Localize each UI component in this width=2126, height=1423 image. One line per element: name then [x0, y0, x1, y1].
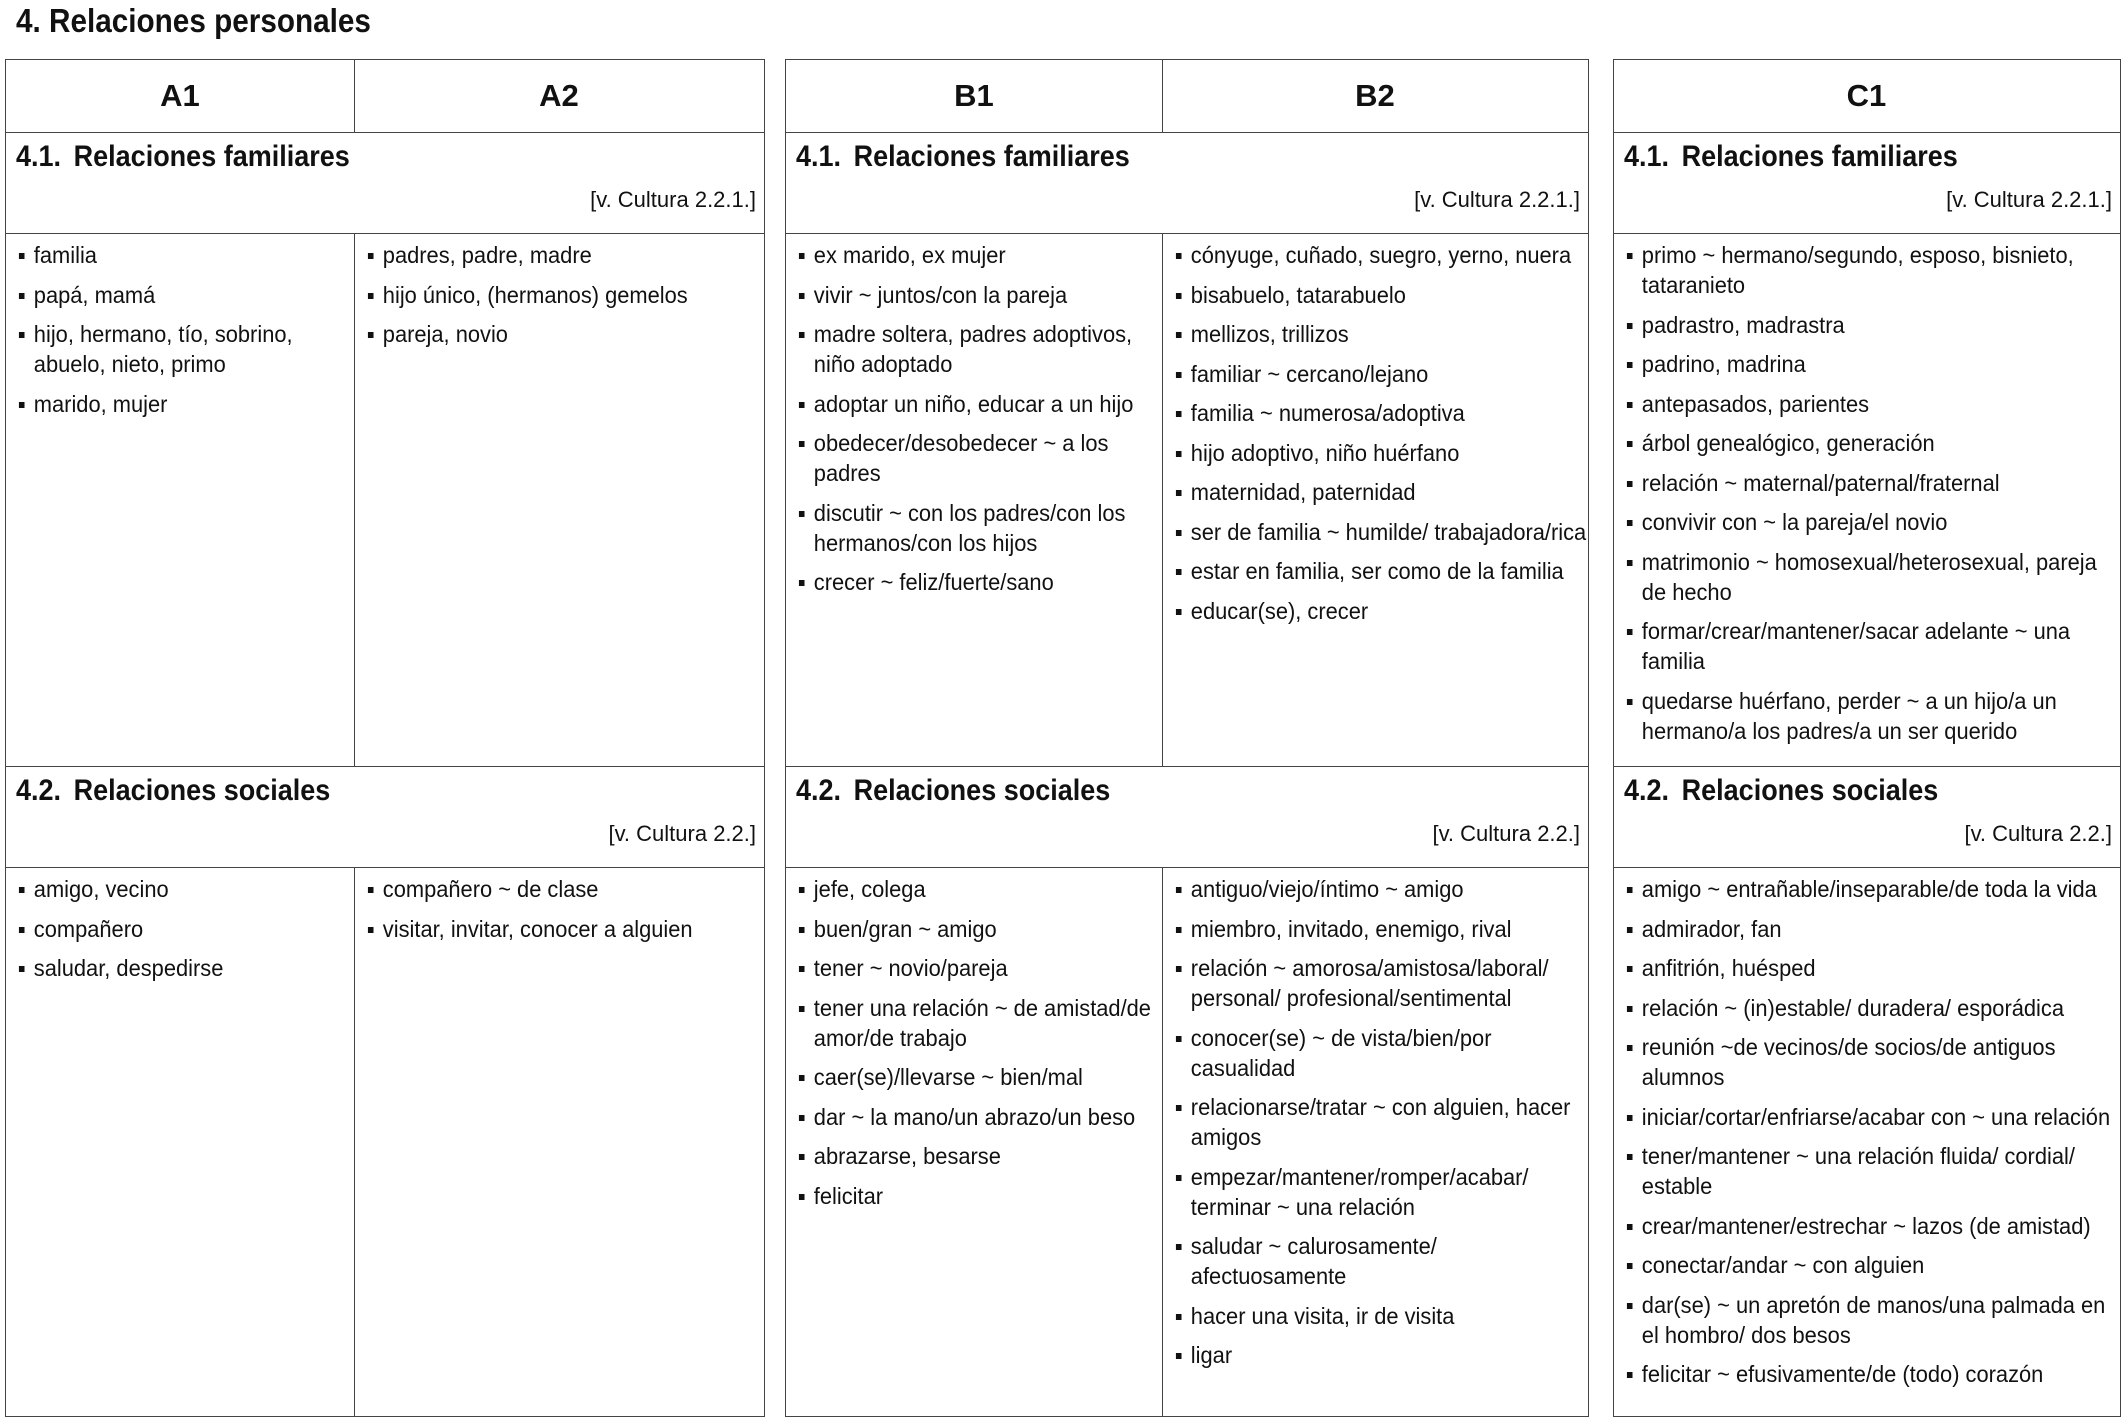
- vocab-item: reunión ~de vecinos/de socios/de antiguos alumnos: [1626, 1032, 2119, 1092]
- level-label-b1: B1: [954, 78, 994, 113]
- section-title-text: Relaciones familiares: [853, 140, 1130, 173]
- vocab-item: vivir ~ juntos/con la pareja: [798, 280, 1162, 310]
- level-panel-b1-b2: [785, 59, 1589, 1417]
- section-number: 4.2.: [1624, 774, 1670, 807]
- cultura-reference: [v. Cultura 2.2.1.]: [1414, 187, 1580, 212]
- vocab-item: abrazarse, besarse: [798, 1141, 1162, 1171]
- vocab-item: amigo ~ entrañable/inseparable/de toda la vida: [1626, 874, 2119, 904]
- vocab-item: hijo único, (hermanos) gemelos: [367, 280, 763, 310]
- vocab-item: matrimonio ~ homosexual/heterosexual, pareja de hecho: [1626, 547, 2119, 607]
- section-title: [796, 774, 1110, 808]
- section-number: 4.1.: [16, 140, 62, 173]
- vocab-list: [1626, 874, 2113, 1389]
- vocab-item: tener ~ novio/pareja: [798, 953, 1162, 983]
- vocab-list: [798, 874, 1156, 1211]
- vocab-item: hijo, hermano, tío, sobrino, abuelo, nieto, primo: [18, 319, 354, 379]
- vocab-item: convivir con ~ la pareja/el novio: [1626, 507, 2119, 537]
- vocab-item: buen/gran ~ amigo: [798, 914, 1162, 944]
- vocab-item: antiguo/viejo/íntimo ~ amigo: [1175, 874, 1587, 904]
- vocab-column-a1: [6, 234, 354, 766]
- cultura-reference: [v. Cultura 2.2.]: [608, 821, 756, 846]
- section-header: [6, 132, 764, 234]
- vocab-list: [18, 874, 348, 983]
- section-title-text: Relaciones familiares: [73, 140, 350, 173]
- vocab-item: relación ~ maternal/paternal/fraternal: [1626, 468, 2119, 498]
- vocab-column-a1: [6, 868, 354, 1416]
- vocab-item: antepasados, parientes: [1626, 389, 2119, 419]
- vocab-item: cónyuge, cuñado, suegro, yerno, nuera: [1175, 240, 1587, 270]
- section-columns: [786, 234, 1588, 767]
- section-header: [1614, 766, 2120, 868]
- level-label-a1: A1: [160, 78, 200, 113]
- vocab-item: crear/mantener/estrechar ~ lazos (de amistad): [1626, 1211, 2119, 1241]
- section-header: [6, 766, 764, 868]
- vocab-item: conocer(se) ~ de vista/bien/por casualidad: [1175, 1023, 1587, 1083]
- section-columns: [1614, 234, 2120, 767]
- vocab-item: iniciar/cortar/enfriarse/acabar con ~ una relación: [1626, 1102, 2119, 1132]
- vocab-item: pareja, novio: [367, 319, 763, 349]
- vocab-item: jefe, colega: [798, 874, 1162, 904]
- vocab-list: [1626, 240, 2113, 746]
- vocab-list: [1175, 240, 1587, 626]
- vocab-item: relacionarse/tratar ~ con alguien, hacer amigos: [1175, 1092, 1587, 1152]
- vocab-column-b2: [1162, 234, 1587, 766]
- vocab-item: admirador, fan: [1626, 914, 2119, 944]
- section-number: 4.1.: [796, 140, 842, 173]
- vocab-item: padres, padre, madre: [367, 240, 763, 270]
- vocab-list: [367, 874, 757, 944]
- vocab-item: familiar ~ cercano/lejano: [1175, 359, 1587, 389]
- vocab-item: maternidad, paternidad: [1175, 477, 1587, 507]
- vocab-item: anfitrión, huésped: [1626, 953, 2119, 983]
- vocab-item: crecer ~ feliz/fuerte/sano: [798, 567, 1162, 597]
- vocab-item: mellizos, trillizos: [1175, 319, 1587, 349]
- vocab-item: compañero ~ de clase: [367, 874, 763, 904]
- vocab-item: felicitar ~ efusivamente/de (todo) corazón: [1626, 1359, 2119, 1389]
- section-header: [786, 766, 1588, 868]
- vocab-item: conectar/andar ~ con alguien: [1626, 1250, 2119, 1280]
- cultura-reference: [v. Cultura 2.2.1.]: [1946, 187, 2112, 212]
- vocab-item: visitar, invitar, conocer a alguien: [367, 914, 763, 944]
- section-title: [16, 774, 330, 808]
- vocab-item: amigo, vecino: [18, 874, 354, 904]
- section-number: 4.1.: [1624, 140, 1670, 173]
- section-title: [1624, 774, 1938, 808]
- vocab-item: empezar/mantener/romper/acabar/ terminar ~ una relación: [1175, 1162, 1587, 1222]
- vocab-item: familia ~ numerosa/adoptiva: [1175, 398, 1587, 428]
- section-columns: [6, 868, 764, 1416]
- vocab-column-a2: [354, 234, 763, 766]
- vocab-item: discutir ~ con los padres/con los hermanos/con los hijos: [798, 498, 1162, 558]
- vocab-item: quedarse huérfano, perder ~ a un hijo/a un hermano/a los padres/a un ser querido: [1626, 686, 2119, 746]
- vocab-item: saludar ~ calurosamente/ afectuosamente: [1175, 1231, 1587, 1291]
- level-label-b2: B2: [1162, 60, 1587, 132]
- cultura-reference: [v. Cultura 2.2.]: [1964, 821, 2112, 846]
- section-columns: [786, 868, 1588, 1416]
- vocab-item: hacer una visita, ir de visita: [1175, 1301, 1587, 1331]
- level-label-a2: A2: [354, 60, 763, 132]
- vocab-item: educar(se), crecer: [1175, 596, 1587, 626]
- vocab-item: ligar: [1175, 1340, 1587, 1370]
- vocab-item: miembro, invitado, enemigo, rival: [1175, 914, 1587, 944]
- cultura-reference: [v. Cultura 2.2.]: [1432, 821, 1580, 846]
- section-header: [786, 132, 1588, 234]
- vocab-item: caer(se)/llevarse ~ bien/mal: [798, 1062, 1162, 1092]
- vocab-item: estar en familia, ser como de la familia: [1175, 556, 1587, 586]
- section-number: 4.2.: [796, 774, 842, 807]
- vocab-item: familia: [18, 240, 354, 270]
- page-title: 4. Relaciones personales: [16, 2, 371, 39]
- vocab-item: papá, mamá: [18, 280, 354, 310]
- vocab-item: felicitar: [798, 1181, 1162, 1211]
- vocab-item: adoptar un niño, educar a un hijo: [798, 389, 1162, 419]
- vocab-item: tener/mantener ~ una relación fluida/ cordial/ estable: [1626, 1141, 2119, 1201]
- level-panel-a1-a2: [5, 59, 765, 1417]
- vocab-item: padrastro, madrastra: [1626, 310, 2119, 340]
- section-title: [796, 140, 1130, 174]
- section-title-text: Relaciones sociales: [853, 774, 1111, 807]
- vocab-item: hijo adoptivo, niño huérfano: [1175, 438, 1587, 468]
- vocab-item: marido, mujer: [18, 389, 354, 419]
- section-title-text: Relaciones familiares: [1681, 140, 1958, 173]
- vocab-item: dar(se) ~ un apretón de manos/una palmada en el hombro/ dos besos: [1626, 1290, 2119, 1350]
- vocab-item: dar ~ la mano/un abrazo/un beso: [798, 1102, 1162, 1132]
- vocab-column-a2: [354, 868, 763, 1416]
- vocab-item: formar/crear/mantener/sacar adelante ~ una familia: [1626, 616, 2119, 676]
- vocab-item: relación ~ amorosa/amistosa/laboral/ personal/ profesional/sentimental: [1175, 953, 1587, 1013]
- vocab-item: padrino, madrina: [1626, 349, 2119, 379]
- section-number: 4.2.: [16, 774, 62, 807]
- level-header-row: [786, 60, 1588, 133]
- vocab-item: bisabuelo, tatarabuelo: [1175, 280, 1587, 310]
- vocab-item: madre soltera, padres adoptivos, niño adoptado: [798, 319, 1162, 379]
- level-header-row: [1614, 60, 2120, 133]
- vocab-column-b1: [786, 234, 1162, 766]
- vocab-item: árbol genealógico, generación: [1626, 428, 2119, 458]
- section-title: [1624, 140, 1958, 174]
- level-header-row: [6, 60, 764, 133]
- cultura-reference: [v. Cultura 2.2.1.]: [590, 187, 756, 212]
- section-title-text: Relaciones sociales: [73, 774, 331, 807]
- vocab-item: obedecer/desobedecer ~ a los padres: [798, 428, 1162, 488]
- vocab-item: tener una relación ~ de amistad/de amor/de trabajo: [798, 993, 1162, 1053]
- section-columns: [6, 234, 764, 767]
- vocab-list: [367, 240, 757, 349]
- vocab-item: relación ~ (in)estable/ duradera/ esporádica: [1626, 993, 2119, 1023]
- vocab-item: primo ~ hermano/segundo, esposo, bisnieto, tataranieto: [1626, 240, 2119, 300]
- vocab-list: [18, 240, 348, 419]
- vocab-item: saludar, despedirse: [18, 953, 354, 983]
- level-panel-c1: [1613, 59, 2121, 1417]
- section-title: [16, 140, 350, 174]
- section-header: [1614, 132, 2120, 234]
- vocab-list: [798, 240, 1156, 597]
- vocab-column-c1: [1614, 868, 2119, 1416]
- section-title-text: Relaciones sociales: [1681, 774, 1939, 807]
- vocab-item: ex marido, ex mujer: [798, 240, 1162, 270]
- vocab-item: ser de familia ~ humilde/ trabajadora/rica: [1175, 517, 1587, 547]
- section-columns: [1614, 868, 2120, 1416]
- vocab-column-b2: [1162, 868, 1587, 1416]
- level-label-c1: C1: [1846, 78, 1887, 113]
- vocab-column-b1: [786, 868, 1162, 1416]
- vocab-list: [1175, 874, 1581, 1370]
- vocab-column-c1: [1614, 234, 2119, 766]
- vocab-item: compañero: [18, 914, 354, 944]
